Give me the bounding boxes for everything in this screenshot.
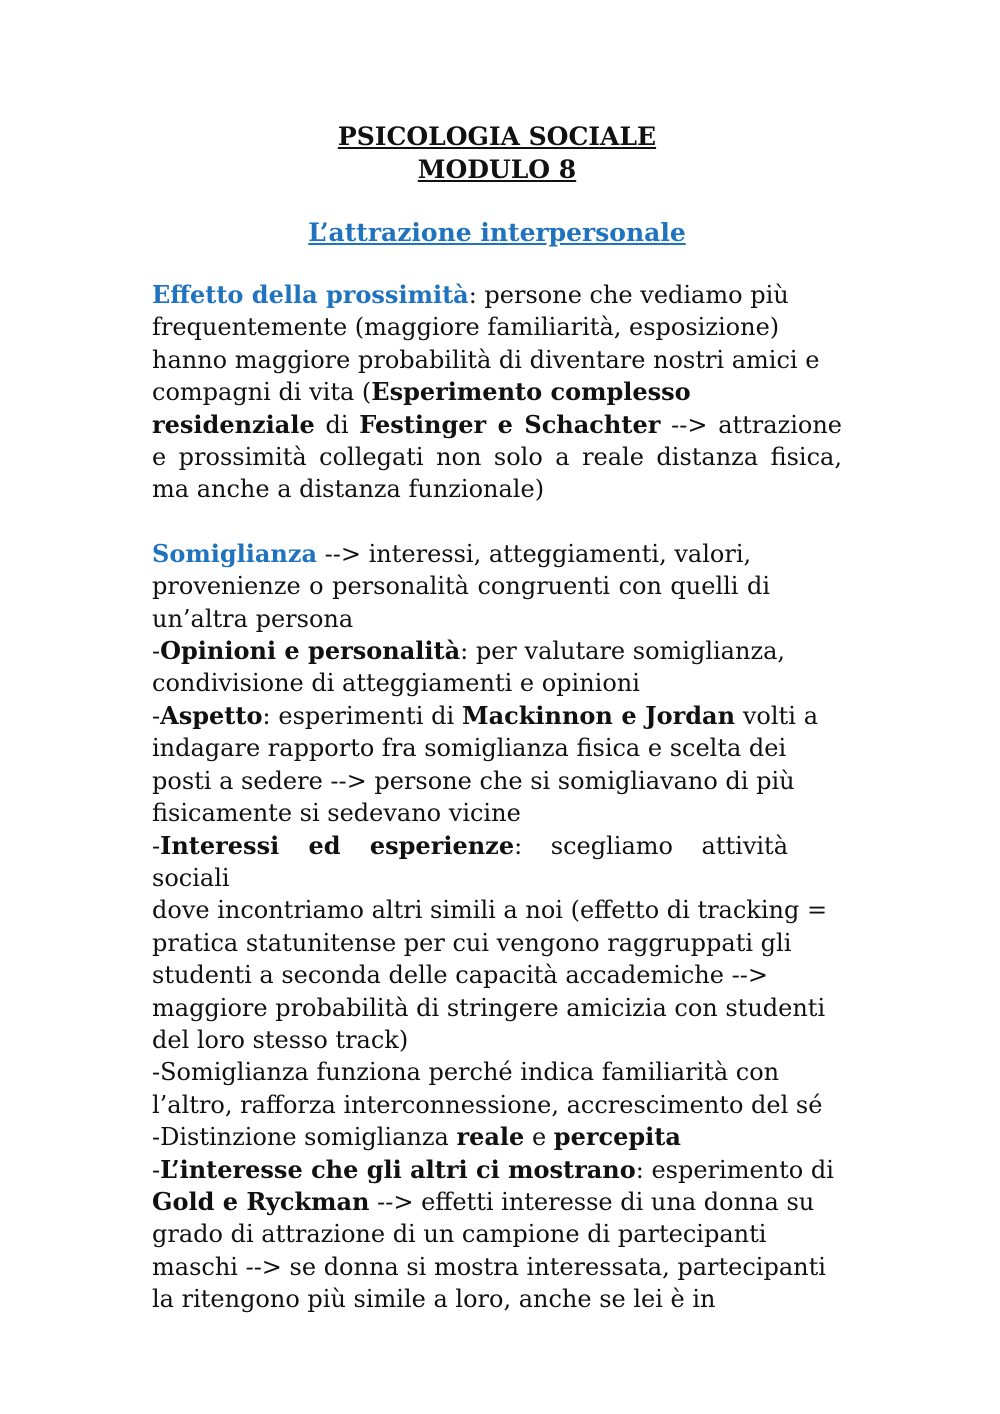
- text-line: fisicamente si sedevano vicine: [152, 799, 521, 828]
- term-prossimita: Effetto della prossimità: [152, 280, 469, 309]
- text-line: compagni di vita (Esperimento complesso: [152, 377, 691, 407]
- text-line: l’altro, rafforza interconnessione, accrescimento del sé: [152, 1090, 823, 1119]
- text-line: ma anche a distanza funzionale): [152, 475, 545, 504]
- term-somiglianza: Somiglianza: [152, 538, 318, 568]
- text-line: residenziale di Festinger e Schachter --> attrazione: [152, 409, 843, 439]
- text-line: e prossimità collegati non solo a reale distanza fisica,: [152, 443, 842, 472]
- text-line: indagare rapporto fra somiglianza fisica e scelta dei: [152, 734, 787, 763]
- text-line: -Opinioni e personalità: per valutare somiglianza,: [152, 636, 786, 666]
- text-line: condivisione di atteggiamenti e opinioni: [152, 669, 640, 698]
- term-interesse-altri: L’interesse che gli altri ci mostrano: [160, 1154, 636, 1184]
- term-percepita: percepita: [553, 1122, 681, 1152]
- term-reale: reale: [456, 1122, 525, 1152]
- text-line: la ritengono più simile a loro, anche se lei è in: [152, 1285, 716, 1314]
- text-line: frequentemente (maggiore familiarità, esposizione): [152, 313, 780, 342]
- text-line: grado di attrazione di un campione di partecipanti: [152, 1220, 767, 1249]
- text-line: -Aspetto: esperimenti di Mackinnon e Jordan volti a: [152, 700, 819, 730]
- text-line: Gold e Ryckman --> effetti interesse di una donna su: [152, 1186, 815, 1216]
- text-line: maschi --> se donna si mostra interessata, partecipanti: [152, 1252, 826, 1281]
- text-line: maggiore probabilità di stringere amicizia con studenti: [152, 993, 826, 1022]
- text-line: un’altra persona: [152, 604, 354, 633]
- author-names: Mackinnon e Jordan: [462, 700, 736, 730]
- text-line: pratica statunitense per cui vengono raggruppati gli: [152, 928, 792, 957]
- term-interessi: Interessi ed esperienze: [160, 830, 515, 860]
- document-page: [152, 120, 842, 1316]
- term-opinioni: Opinioni e personalità: [160, 636, 461, 666]
- text-line: -Distinzione somiglianza reale e percepita: [152, 1122, 681, 1152]
- text-line: -Interessi ed esperienze: scegliamo attività sociali: [152, 830, 789, 892]
- text-line: posti a sedere --> persone che si somigliavano di più: [152, 766, 795, 795]
- document-title: [152, 120, 842, 186]
- experiment-name: Esperimento complesso: [371, 377, 691, 407]
- text-line: provenienze o personalità congruenti con quelli di: [152, 572, 770, 601]
- text-line: Effetto della prossimità: persone che vediamo più: [152, 280, 789, 309]
- text-line: studenti a seconda delle capacità accademiche -->: [152, 961, 768, 990]
- title-line-1: PSICOLOGIA SOCIALE: [337, 122, 657, 151]
- text-line: dove incontriamo altri simili a noi (effetto di tracking =: [152, 896, 828, 925]
- text-line: -L’interesse che gli altri ci mostrano: esperimento di: [152, 1154, 834, 1184]
- text-line: -Somiglianza funziona perché indica familiarità con: [152, 1058, 780, 1087]
- author-names: Gold e Ryckman: [152, 1186, 370, 1216]
- paragraph-gap: [152, 506, 842, 538]
- section-subtitle: L’attrazione interpersonale: [308, 218, 686, 247]
- term-aspetto: Aspetto: [160, 700, 263, 730]
- text-line: Somiglianza --> interessi, atteggiamenti, valori,: [152, 538, 752, 568]
- document-body: [152, 279, 842, 1316]
- text-line: hanno maggiore probabilità di diventare nostri amici e: [152, 345, 820, 374]
- title-line-2: MODULO 8: [417, 155, 577, 184]
- author-names: Festinger e Schachter: [359, 409, 661, 439]
- text-line: del loro stesso track): [152, 1025, 409, 1054]
